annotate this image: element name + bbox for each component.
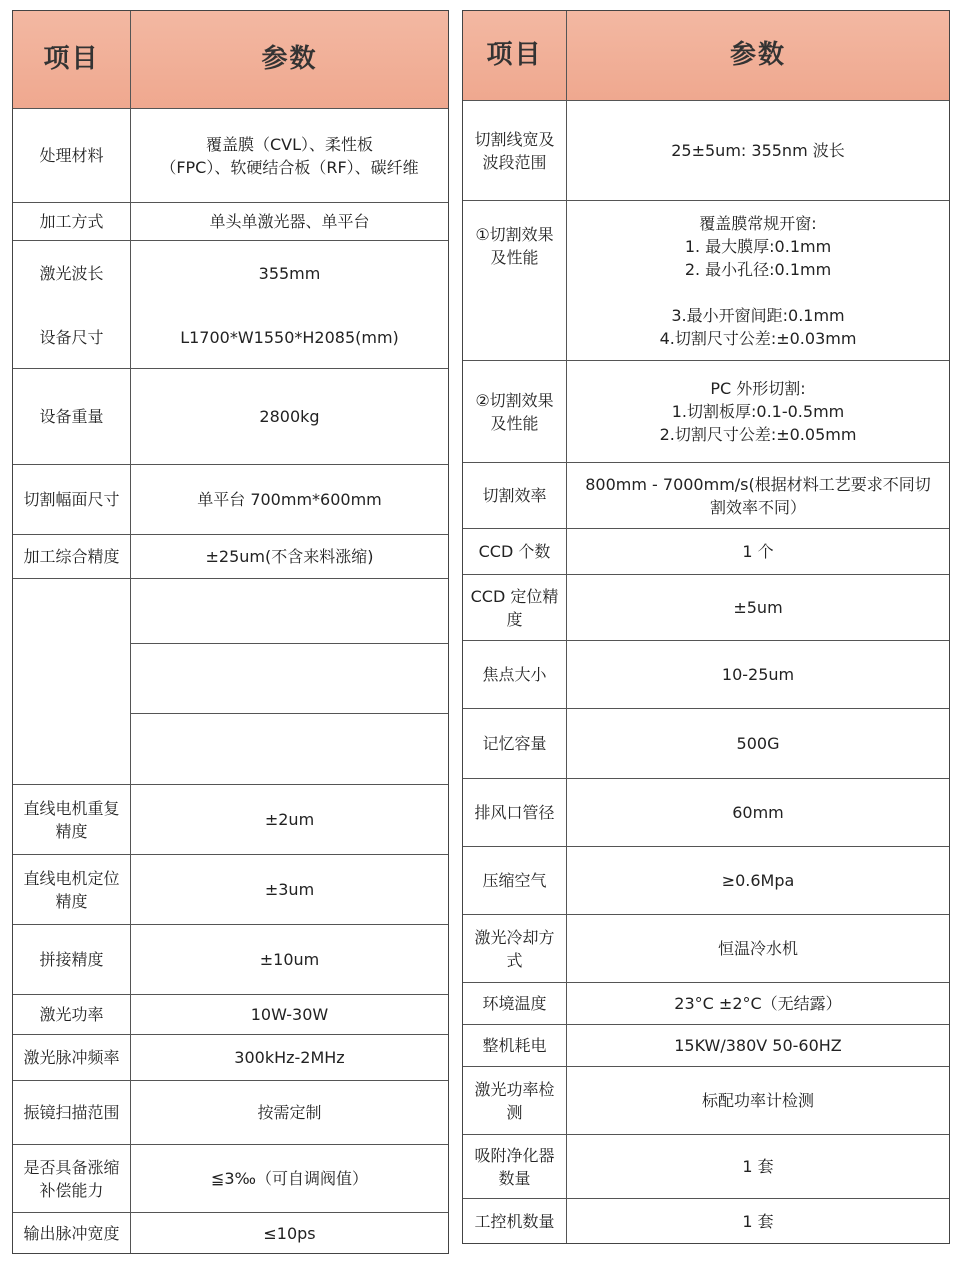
- row-item: 激光波长: [39, 263, 104, 283]
- row-param: 1 个: [742, 542, 774, 561]
- row-param: 300kHz-2MHz: [234, 1048, 345, 1067]
- row-param: 覆盖膜常规开窗: 1. 最大膜厚:0.1mm 2. 最小孔径:0.1mm 3.最小开窗间距:0.1mm 4.切割尺寸公差:±0.03mm: [659, 213, 857, 348]
- table-row: [463, 915, 949, 983]
- row-param: ±10um: [259, 950, 320, 969]
- row-param: 500G: [736, 734, 780, 753]
- table-row: [463, 575, 949, 641]
- row-item: 激光功率: [13, 995, 131, 1034]
- table-row: [463, 1025, 949, 1067]
- row-param: L1700*W1550*H2085(mm): [180, 327, 399, 347]
- row-item: 输出脉冲宽度: [13, 1213, 131, 1253]
- row-item: 激光冷却方 式: [463, 915, 567, 982]
- table-row: [463, 529, 949, 575]
- row-item: 整机耗电: [463, 1025, 567, 1066]
- row-param: 15KW/380V 50-60HZ: [674, 1036, 842, 1055]
- row-param: 覆盖膜（CVL）、柔性板 （FPC）、软硬结合板（RF）、碳纤维: [160, 134, 419, 177]
- row-param: ±3um: [264, 880, 315, 899]
- row-param: ≥0.6Mpa: [721, 871, 795, 890]
- row-item: 切割线宽及 波段范围: [463, 101, 567, 200]
- table-row-empty: [13, 579, 448, 785]
- row-param: ±2um: [264, 810, 315, 829]
- right-header-row: [463, 11, 949, 101]
- row-param: 60mm: [732, 803, 784, 822]
- row-param: 800mm - 7000mm/s(根据材料工艺要求不同切 割效率不同）: [585, 474, 931, 517]
- table-row: [463, 709, 949, 779]
- row-item: 焦点大小: [463, 641, 567, 708]
- table-row: [13, 1213, 448, 1253]
- row-param: ≦3‰（可自调阀值）: [210, 1169, 369, 1188]
- table-row: [13, 925, 448, 995]
- table-row: [13, 785, 448, 855]
- row-item: [13, 579, 131, 784]
- row-item: 直线电机重复 精度: [13, 785, 131, 854]
- table-row: [463, 1067, 949, 1135]
- row-param: ±25um(不含来料涨缩): [205, 547, 374, 566]
- row-param: 标配功率计检测: [701, 1091, 814, 1110]
- left-header-param: 参数: [261, 44, 318, 74]
- table-row: [13, 1081, 448, 1145]
- row-param-group: [131, 241, 448, 368]
- row-item: 激光脉冲频率: [13, 1035, 131, 1080]
- row-item: 工控机数量: [463, 1199, 567, 1243]
- table-row: [463, 1135, 949, 1199]
- row-param: ≤10ps: [263, 1223, 316, 1243]
- row-item: 记忆容量: [463, 709, 567, 778]
- row-item: 切割效率: [463, 463, 567, 528]
- row-item: CCD 个数: [463, 529, 567, 574]
- table-row: [463, 361, 949, 463]
- row-item: 排风口管径: [463, 779, 567, 846]
- row-item: 吸附净化器 数量: [463, 1135, 567, 1198]
- row-param: PC 外形切割: 1.切割板厚:0.1-0.5mm 2.切割尺寸公差:±0.05mm: [659, 379, 857, 444]
- divider: [131, 713, 448, 714]
- row-item: 设备尺寸: [39, 327, 104, 347]
- row-item: 切割幅面尺寸: [13, 465, 131, 534]
- left-header-item: 项目: [13, 11, 131, 108]
- row-item: 处理材料: [13, 109, 131, 202]
- table-row: [13, 1145, 448, 1213]
- table-row: [13, 535, 448, 579]
- table-row: [463, 779, 949, 847]
- row-item: 振镜扫描范围: [13, 1081, 131, 1144]
- table-row: [463, 201, 949, 361]
- table-row: [463, 983, 949, 1025]
- left-header-row: [13, 11, 448, 109]
- row-param: 2800kg: [259, 407, 320, 426]
- row-param: 1 套: [742, 1211, 774, 1231]
- table-row: [13, 109, 448, 203]
- row-item: 激光功率检 测: [463, 1067, 567, 1134]
- row-param-empty: [131, 579, 448, 784]
- table-row: [13, 995, 448, 1035]
- row-item: ①切割效果 及性能: [463, 201, 567, 360]
- table-row: [13, 855, 448, 925]
- row-param: 恒温冷水机: [717, 939, 798, 958]
- row-param: 单平台 700mm*600mm: [197, 490, 382, 509]
- table-row-group: [13, 241, 448, 369]
- table-row: [463, 101, 949, 201]
- row-item: 加工综合精度: [13, 535, 131, 578]
- table-row: [463, 1199, 949, 1243]
- table-row: [463, 641, 949, 709]
- row-param: 10-25um: [721, 665, 795, 684]
- row-param: 355mm: [258, 263, 321, 283]
- row-item: 是否具备涨缩 补偿能力: [13, 1145, 131, 1212]
- row-item: 直线电机定位 精度: [13, 855, 131, 924]
- right-spec-table: [462, 10, 950, 1244]
- row-item-group: [13, 241, 131, 368]
- table-row: [13, 465, 448, 535]
- row-item: 拼接精度: [13, 925, 131, 994]
- row-item: 环境温度: [463, 983, 567, 1024]
- table-row: [13, 203, 448, 241]
- table-row: [13, 1035, 448, 1081]
- right-header-item: 项目: [463, 11, 567, 100]
- table-row: [13, 369, 448, 465]
- row-item: 压缩空气: [463, 847, 567, 914]
- row-param: 按需定制: [257, 1103, 322, 1122]
- row-item: 加工方式: [13, 203, 131, 240]
- row-item: 设备重量: [13, 369, 131, 464]
- right-header-param: 参数: [729, 40, 786, 70]
- table-row: [463, 847, 949, 915]
- row-param: ±5um: [733, 598, 783, 617]
- left-spec-table: [12, 10, 449, 1254]
- row-param: 单头单激光器、单平台: [209, 212, 370, 231]
- row-param: 23°C ±2°C（无结露）: [674, 994, 842, 1013]
- row-item: ②切割效果 及性能: [463, 361, 567, 462]
- row-item: CCD 定位精 度: [463, 575, 567, 640]
- divider: [131, 643, 448, 644]
- row-param: 1 套: [742, 1157, 774, 1176]
- row-param: 25±5um: 355nm 波长: [671, 141, 845, 160]
- table-row: [463, 463, 949, 529]
- row-param: 10W-30W: [250, 1005, 329, 1024]
